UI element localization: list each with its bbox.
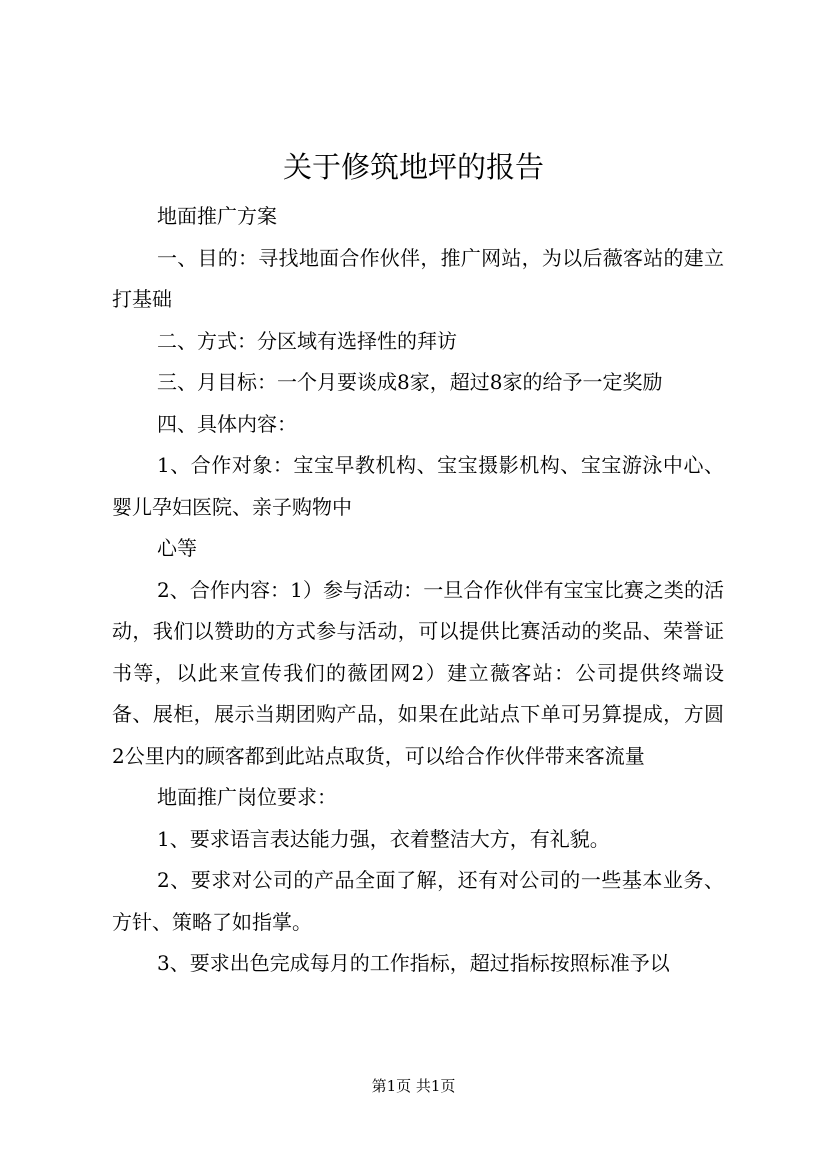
paragraph-partners: 1、合作对象：宝宝早教机构、宝宝摄影机构、宝宝游泳中心、婴儿孕妇医院、亲子购物中 xyxy=(112,453,724,519)
paragraph-requirement-2: 2、要求对公司的产品全面了解，还有对公司的一些基本业务、方针、策略了如指掌。 xyxy=(112,868,724,934)
paragraph-method: 二、方式：分区域有选择性的拜访 xyxy=(157,328,457,353)
paragraph-requirement-3: 3、要求出色完成每月的工作指标，超过指标按照标准予以 xyxy=(157,951,670,975)
document-body xyxy=(112,196,724,985)
page-footer: 第1页 共1页 xyxy=(371,1077,456,1095)
paragraph-partners-continued: 心等 xyxy=(157,536,197,560)
paragraph-cooperation-content: 2、合作内容：1）参与活动：一旦合作伙伴有宝宝比赛之类的活动，我们以赞助的方式参与活动，可以提供比赛活动的奖品、荣誉证书等，以此来宣传我们的薇团网2）建立薇客站：公司提供终端设备、展柜，展示当期团购产品，如果在此站点下单可另算提成，方圆2公里内的顾客都到此站点取货，可以给合作伙伴带来客流量 xyxy=(112,577,724,768)
paragraph-heading-plan: 地面推广方案 xyxy=(157,204,277,228)
paragraph-requirements-heading: 地面推广岗位要求： xyxy=(157,785,337,809)
paragraph-monthly-target: 三、月目标：一个月要谈成8家，超过8家的给予一定奖励 xyxy=(157,370,663,394)
paragraph-content-heading: 四、具体内容： xyxy=(157,411,297,436)
paragraph-purpose: 一、目的：寻找地面合作伙伴，推广网站，为以后薇客站的建立打基础 xyxy=(112,245,724,311)
document-title: 关于修筑地坪的报告 xyxy=(282,150,544,184)
paragraph-requirement-1: 1、要求语言表达能力强，衣着整洁大方，有礼貌。 xyxy=(157,826,610,851)
